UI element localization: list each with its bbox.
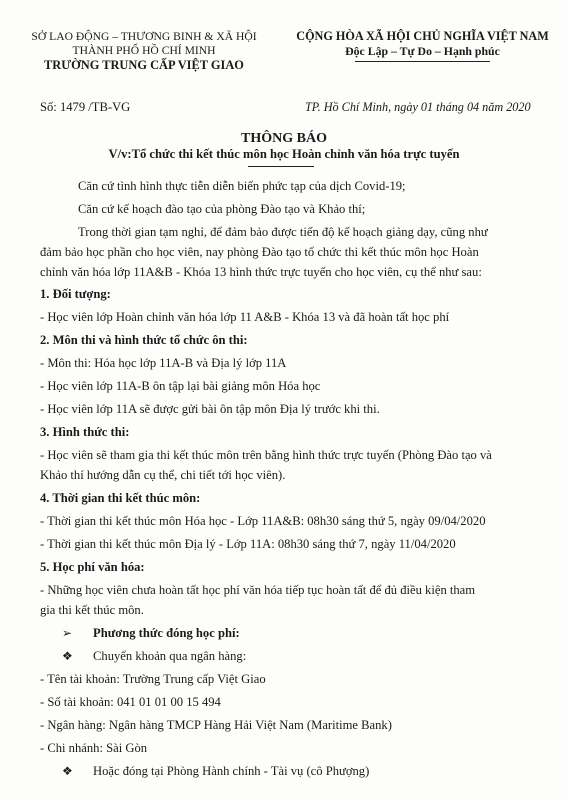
city-name: THÀNH PHỐ HỒ CHÍ MINH xyxy=(72,44,216,57)
arrow-bullet-icon: ➢ xyxy=(62,626,73,640)
account-name: - Tên tài khoản: Trường Trung cấp Việt Giao xyxy=(40,672,266,686)
ministry-name: SỞ LAO ĐỘNG – THƯƠNG BINH & XÃ HỘI xyxy=(31,30,257,43)
national-motto: Độc Lập – Tự Do – Hạnh phúc xyxy=(345,44,500,58)
section-4-heading: 4. Thời gian thi kết thúc môn: xyxy=(40,491,201,505)
section-4-line-2: - Thời gian thi kết thúc môn Địa lý - Lớp 11A: 08h30 sáng thứ 7, ngày 11/04/2020 xyxy=(40,537,456,551)
document-subject: V/v:Tổ chức thi kết thúc môn học Hoàn chỉnh văn hóa trực tuyến xyxy=(108,147,460,161)
section-2-line-1: - Môn thi: Hóa học lớp 11A-B và Địa lý lớp 11A xyxy=(40,356,287,370)
section-1-heading: 1. Đối tượng: xyxy=(40,287,111,301)
title-underline xyxy=(248,166,314,167)
section-2-line-3: - Học viên lớp 11A sẽ được gửi bài ôn tập môn Địa lý trước khi thi. xyxy=(40,402,380,416)
preamble-line-2: Căn cứ kế hoạch đào tạo của phòng Đào tạo và Khảo thí; xyxy=(78,202,366,216)
section-2-heading: 2. Môn thi và hình thức tổ chức ôn thi: xyxy=(40,333,248,347)
section-3-line-2: Khảo thí hướng dẫn cụ thể, chi tiết tới học viên). xyxy=(40,468,286,482)
office-payment: Hoặc đóng tại Phòng Hành chính - Tài vụ (cô Phượng) xyxy=(93,764,370,778)
motto-underline xyxy=(355,61,490,62)
bank-branch: - Chi nhánh: Sài Gòn xyxy=(40,741,148,755)
diamond-bullet-icon: ❖ xyxy=(62,764,73,778)
section-2-line-2: - Học viên lớp 11A-B ôn tập lại bài giảng môn Hóa học xyxy=(40,379,321,393)
school-name: TRƯỜNG TRUNG CẤP VIỆT GIAO xyxy=(44,58,244,72)
section-3-line-1: - Học viên sẽ tham gia thi kết thúc môn trên bằng hình thức trực tuyến (Phòng Đào tạo và xyxy=(40,448,492,462)
country-name: CỘNG HÒA XÃ HỘI CHỦ NGHĨA VIỆT NAM xyxy=(296,29,549,43)
bank-name: - Ngân hàng: Ngân hàng TMCP Hàng Hải Việt Nam (Maritime Bank) xyxy=(40,718,392,732)
intro-line-1: Trong thời gian tạm nghỉ, để đảm bảo được tiến độ kế hoạch giảng dạy, cũng như xyxy=(78,225,488,239)
payment-heading: Phương thức đóng học phí: xyxy=(93,626,240,640)
section-4-line-1: - Thời gian thi kết thúc môn Hóa học - Lớp 11A&B: 08h30 sáng thứ 5, ngày 09/04/2020 xyxy=(40,514,486,528)
section-1-line-1: - Học viên lớp Hoàn chỉnh văn hóa lớp 11 A&B - Khóa 13 và đã hoàn tất học phí xyxy=(40,310,450,324)
intro-line-2: đảm bảo học phần cho học viên, nay phòng Đào tạo tổ chức thi kết thúc môn học Hoàn xyxy=(40,245,479,259)
place-date: TP. Hồ Chí Minh, ngày 01 tháng 04 năm 2020 xyxy=(305,100,531,114)
intro-line-3: chỉnh văn hóa lớp 11A&B - Khóa 13 hình thức trực tuyến cho học viên, cụ thể như sau: xyxy=(40,265,482,279)
section-3-heading: 3. Hình thức thi: xyxy=(40,425,130,439)
diamond-bullet-icon: ❖ xyxy=(62,649,73,663)
section-5-heading: 5. Học phí văn hóa: xyxy=(40,560,145,574)
section-5-line-1: - Những học viên chưa hoàn tất học phí văn hóa tiếp tục hoàn tất để đủ điều kiện tham xyxy=(40,583,476,597)
document-title: THÔNG BÁO xyxy=(241,131,327,146)
account-number: - Số tài khoản: 041 01 01 00 15 494 xyxy=(40,695,221,709)
section-5-line-2: gia thi kết thúc môn. xyxy=(40,603,144,617)
document-number: Số: 1479 /TB-VG xyxy=(40,100,131,114)
bank-transfer-intro: Chuyển khoản qua ngân hàng: xyxy=(93,649,247,663)
preamble-line-1: Căn cứ tình hình thực tiễn diễn biến phức tạp của dịch Covid-19; xyxy=(78,179,406,193)
